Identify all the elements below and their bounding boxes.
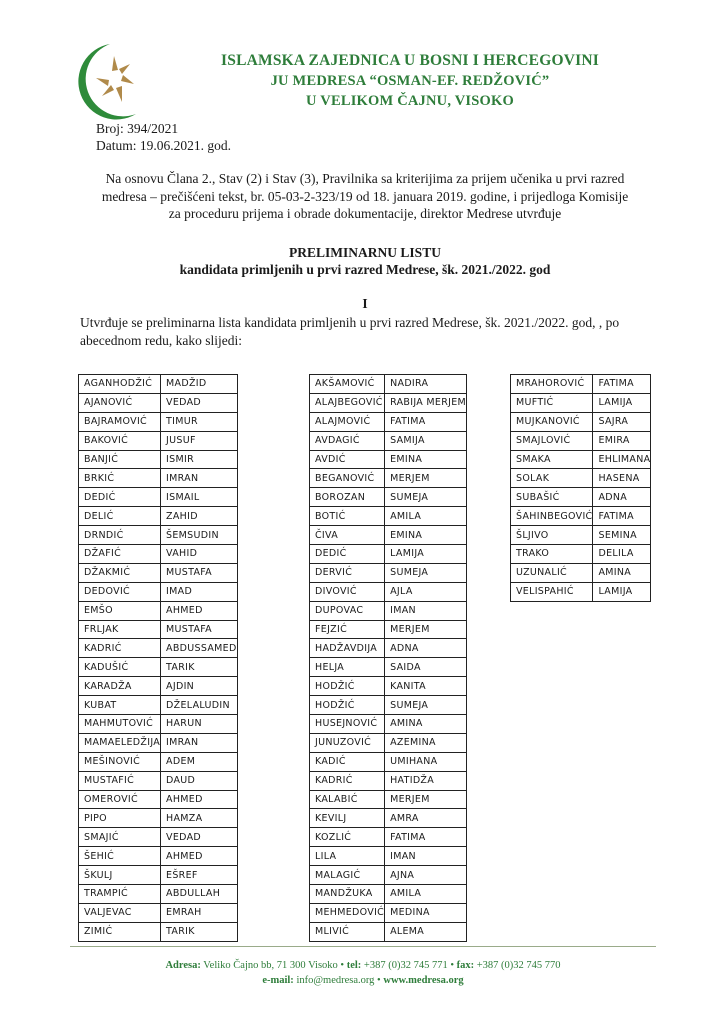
first-name-cell: LAMIJA — [385, 545, 467, 564]
surname-cell: ZIMIĆ — [79, 922, 161, 941]
table-row — [511, 469, 651, 488]
surname-cell: ŠEHIĆ — [79, 847, 161, 866]
table-row — [79, 922, 238, 941]
surname-cell: MEHMEDOVIĆ — [310, 903, 385, 922]
surname-cell: HODŽIĆ — [310, 696, 385, 715]
table-row — [310, 563, 467, 582]
document-date: Datum: 19.06.2021. god. — [96, 138, 231, 153]
surname-cell: DERVIĆ — [310, 563, 385, 582]
first-name-cell: HATIDŽA — [385, 771, 467, 790]
candidate-table-1 — [78, 374, 238, 942]
surname-cell: MALAGIĆ — [310, 866, 385, 885]
table-row — [310, 809, 467, 828]
table-row — [79, 375, 238, 394]
table-row — [79, 507, 238, 526]
first-name-cell: VEDAD — [161, 828, 238, 847]
first-name-cell: AMINA — [385, 715, 467, 734]
first-name-cell: AMINA — [593, 563, 651, 582]
intro-line: medresa – prečišćeni tekst, br. 05-03-2-323/19 od 18. januara 2019. godine, i prijedloga Komisije — [101, 188, 629, 204]
first-name-cell: EMRAH — [161, 903, 238, 922]
table-row — [310, 847, 467, 866]
org-name: ISLAMSKA ZAJEDNICA U BOSNI I HERCEGOVINI — [221, 52, 599, 69]
surname-cell: FRLJAK — [79, 620, 161, 639]
table-row — [79, 412, 238, 431]
table-row — [79, 828, 238, 847]
first-name-cell: ABDUSSAMED — [161, 639, 238, 658]
candidate-table-2 — [309, 374, 467, 942]
table-row — [310, 866, 467, 885]
first-name-cell: FATIMA — [593, 375, 651, 394]
table-row — [79, 771, 238, 790]
table-row — [79, 885, 238, 904]
first-name-cell: AJLA — [385, 582, 467, 601]
table-row — [310, 507, 467, 526]
table-row — [511, 507, 651, 526]
table-row — [79, 431, 238, 450]
first-name-cell: MUSTAFA — [161, 620, 238, 639]
website-link[interactable]: www.medresa.org — [383, 975, 464, 986]
surname-cell: LILA — [310, 847, 385, 866]
table-row — [310, 582, 467, 601]
first-name-cell: EMINA — [385, 450, 467, 469]
first-name-cell: TARIK — [161, 658, 238, 677]
first-name-cell: EŠREF — [161, 866, 238, 885]
document-title — [80, 244, 650, 278]
first-name-cell: ALEMA — [385, 922, 467, 941]
first-name-cell: MERJEM — [385, 620, 467, 639]
first-name-cell: VAHID — [161, 545, 238, 564]
surname-cell: DEDIĆ — [310, 545, 385, 564]
surname-cell: DEDIĆ — [79, 488, 161, 507]
first-name-cell: MERJEM — [385, 469, 467, 488]
table-row — [310, 771, 467, 790]
intro-paragraph — [80, 170, 650, 223]
surname-cell: VALJEVAC — [79, 903, 161, 922]
section-numeral: I — [362, 296, 368, 311]
first-name-cell: IMAN — [385, 601, 467, 620]
first-name-cell: IMAN — [385, 847, 467, 866]
fax-label: fax: — [456, 960, 475, 971]
statement-line: abecednom redu, kako slijedi: — [80, 333, 242, 348]
email-label: e-mail: — [262, 975, 294, 986]
surname-cell: AGANHODŽIĆ — [79, 375, 161, 394]
table-row — [310, 715, 467, 734]
surname-cell: AVDIĆ — [310, 450, 385, 469]
surname-cell: ALAJBEGOVIĆ — [310, 393, 385, 412]
table-row — [79, 526, 238, 545]
surname-cell: BEGANOVIĆ — [310, 469, 385, 488]
table-row — [79, 563, 238, 582]
surname-cell: MUJKANOVIĆ — [511, 412, 593, 431]
first-name-cell: NADIRA — [385, 375, 467, 394]
table-row — [511, 431, 651, 450]
tel-label: tel: — [346, 960, 362, 971]
table-row — [79, 545, 238, 564]
telephone: +387 (0)32 745 771 • — [361, 960, 457, 971]
table-row — [310, 752, 467, 771]
surname-cell: MUFTIĆ — [511, 393, 593, 412]
table-row — [79, 733, 238, 752]
first-name-cell: EMIRA — [593, 431, 651, 450]
table-row — [79, 601, 238, 620]
school-name: JU MEDRESA “OSMAN-EF. REDŽOVIĆ” — [270, 73, 550, 89]
organization-header — [170, 52, 650, 113]
surname-cell: MANDŽUKA — [310, 885, 385, 904]
footer-line-1 — [70, 958, 656, 973]
surname-cell: DŽAFIĆ — [79, 545, 161, 564]
table-row — [79, 658, 238, 677]
first-name-cell: IMAD — [161, 582, 238, 601]
surname-cell: AKŠAMOVIĆ — [310, 375, 385, 394]
surname-cell: OMEROVIĆ — [79, 790, 161, 809]
surname-cell: SUBAŠIĆ — [511, 488, 593, 507]
first-name-cell: SAMIJA — [385, 431, 467, 450]
surname-cell: SOLAK — [511, 469, 593, 488]
first-name-cell: TIMUR — [161, 412, 238, 431]
surname-cell: HELJA — [310, 658, 385, 677]
first-name-cell: AHMED — [161, 847, 238, 866]
first-name-cell: ADNA — [385, 639, 467, 658]
first-name-cell: AMILA — [385, 507, 467, 526]
surname-cell: ŠAHINBEGOVIĆ — [511, 507, 593, 526]
statement-line: Utvrđuje se preliminarna lista kandidata primljenih u prvi razred Medrese, šk. 2021./2022. god, , po — [80, 315, 620, 330]
footer-line-2 — [70, 973, 656, 988]
first-name-cell: ZAHID — [161, 507, 238, 526]
first-name-cell: FATIMA — [385, 412, 467, 431]
footer-divider — [70, 946, 656, 947]
first-name-cell: KANITA — [385, 677, 467, 696]
surname-cell: KADUŠIĆ — [79, 658, 161, 677]
intro-line: Na osnovu Člana 2., Stav (2) i Stav (3), Pravilnika sa kriterijima za prijem učenika u prvi razred — [105, 171, 625, 186]
surname-cell: KALABIĆ — [310, 790, 385, 809]
first-name-cell: IMRAN — [161, 469, 238, 488]
first-name-cell: IMRAN — [161, 733, 238, 752]
subtitle-line: kandidata primljenih u prvi razred Medrese, šk. 2021./2022. god — [179, 262, 551, 277]
table-row — [511, 582, 651, 601]
first-name-cell: AHMED — [161, 790, 238, 809]
surname-cell: MAMAELEDŽIJA — [79, 733, 161, 752]
first-name-cell: AMRA — [385, 809, 467, 828]
address: Veliko Čajno bb, 71 300 Visoko • — [200, 960, 347, 971]
section-statement — [80, 314, 655, 350]
table-row — [310, 922, 467, 941]
surname-cell: DUPOVAC — [310, 601, 385, 620]
surname-cell: ALAJMOVIĆ — [310, 412, 385, 431]
first-name-cell: EMINA — [385, 526, 467, 545]
table-row — [511, 450, 651, 469]
table-row — [310, 488, 467, 507]
surname-cell: DŽAKMIĆ — [79, 563, 161, 582]
surname-cell: AJANOVIĆ — [79, 393, 161, 412]
table-row — [310, 790, 467, 809]
first-name-cell: HARUN — [161, 715, 238, 734]
first-name-cell: MUSTAFA — [161, 563, 238, 582]
first-name-cell: ISMAIL — [161, 488, 238, 507]
first-name-cell: AHMED — [161, 601, 238, 620]
first-name-cell: SAIDA — [385, 658, 467, 677]
surname-cell: BRKIĆ — [79, 469, 161, 488]
table-row — [79, 620, 238, 639]
first-name-cell: HAMZA — [161, 809, 238, 828]
surname-cell: UZUNALIĆ — [511, 563, 593, 582]
table-row — [79, 393, 238, 412]
table-row — [310, 885, 467, 904]
fax: +387 (0)32 745 770 — [474, 960, 561, 971]
surname-cell: BOROZAN — [310, 488, 385, 507]
first-name-cell: LAMIJA — [593, 582, 651, 601]
surname-cell: KADIĆ — [310, 752, 385, 771]
document-meta — [96, 120, 231, 154]
table-row — [79, 488, 238, 507]
first-name-cell: SUMEJA — [385, 563, 467, 582]
surname-cell: TRAKO — [511, 545, 593, 564]
surname-cell: DEDOVIĆ — [79, 582, 161, 601]
surname-cell: BOTIĆ — [310, 507, 385, 526]
table-row — [310, 696, 467, 715]
first-name-cell: DELILA — [593, 545, 651, 564]
table-row — [79, 903, 238, 922]
surname-cell: ŠLJIVO — [511, 526, 593, 545]
first-name-cell: FATIMA — [593, 507, 651, 526]
first-name-cell: UMIHANA — [385, 752, 467, 771]
surname-cell: BAKOVIĆ — [79, 431, 161, 450]
table-row — [79, 450, 238, 469]
surname-cell: MRAHOROVIĆ — [511, 375, 593, 394]
document-number: Broj: 394/2021 — [96, 121, 179, 136]
first-name-cell: RABIJA MERJEM — [385, 393, 467, 412]
first-name-cell: AZEMINA — [385, 733, 467, 752]
first-name-cell: SAJRA — [593, 412, 651, 431]
table-row — [79, 469, 238, 488]
first-name-cell: ŠEMSUDIN — [161, 526, 238, 545]
surname-cell: VELISPAHIĆ — [511, 582, 593, 601]
address-label: Adresa: — [165, 960, 201, 971]
surname-cell: PIPO — [79, 809, 161, 828]
surname-cell: MLIVIĆ — [310, 922, 385, 941]
table-row — [79, 715, 238, 734]
first-name-cell: EHLIMANA — [593, 450, 651, 469]
first-name-cell: TARIK — [161, 922, 238, 941]
surname-cell: JUNUZOVIĆ — [310, 733, 385, 752]
crescent-star-logo-icon — [64, 40, 156, 120]
table-row — [310, 375, 467, 394]
table-row — [310, 526, 467, 545]
surname-cell: ŠKULJ — [79, 866, 161, 885]
first-name-cell: SUMEJA — [385, 488, 467, 507]
surname-cell: TRAMPIĆ — [79, 885, 161, 904]
first-name-cell: JUSUF — [161, 431, 238, 450]
table-row — [511, 412, 651, 431]
table-row — [310, 412, 467, 431]
table-row — [310, 677, 467, 696]
candidate-table-3 — [510, 374, 651, 602]
table-row — [79, 847, 238, 866]
surname-cell: SMAJLOVIĆ — [511, 431, 593, 450]
title-line: PRELIMINARNU LISTU — [289, 245, 441, 260]
email-link[interactable]: info@medresa.org • — [293, 975, 384, 986]
table-row — [511, 488, 651, 507]
surname-cell: HADŽAVDIJA — [310, 639, 385, 658]
first-name-cell: MERJEM — [385, 790, 467, 809]
table-row — [79, 790, 238, 809]
surname-cell: ČIVA — [310, 526, 385, 545]
surname-cell: BAJRAMOVIĆ — [79, 412, 161, 431]
table-row — [310, 828, 467, 847]
table-row — [79, 582, 238, 601]
first-name-cell: ADEM — [161, 752, 238, 771]
table-row — [310, 545, 467, 564]
table-row — [310, 733, 467, 752]
table-row — [511, 563, 651, 582]
first-name-cell: FATIMA — [385, 828, 467, 847]
first-name-cell: ADNA — [593, 488, 651, 507]
table-row — [511, 526, 651, 545]
surname-cell: KADRIĆ — [310, 771, 385, 790]
surname-cell: MEŠINOVIĆ — [79, 752, 161, 771]
school-location: U VELIKOM ČAJNU, VISOKO — [306, 93, 514, 109]
surname-cell: DRNDIĆ — [79, 526, 161, 545]
surname-cell: EMŠO — [79, 601, 161, 620]
table-row — [310, 601, 467, 620]
table-row — [310, 658, 467, 677]
surname-cell: KUBAT — [79, 696, 161, 715]
table-row — [511, 393, 651, 412]
surname-cell: HUSEJNOVIĆ — [310, 715, 385, 734]
first-name-cell: MEDINA — [385, 903, 467, 922]
first-name-cell: VEDAD — [161, 393, 238, 412]
table-row — [310, 620, 467, 639]
first-name-cell: DAUD — [161, 771, 238, 790]
table-row — [79, 866, 238, 885]
table-row — [310, 639, 467, 658]
intro-line: za proceduru prijema i obrade dokumentacije, direktor Medrese utvrđuje — [168, 206, 562, 221]
surname-cell: DIVOVIĆ — [310, 582, 385, 601]
surname-cell: MUSTAFIĆ — [79, 771, 161, 790]
footer — [70, 958, 656, 988]
table-row — [511, 545, 651, 564]
surname-cell: KADRIĆ — [79, 639, 161, 658]
surname-cell: FEJZIĆ — [310, 620, 385, 639]
first-name-cell: DŽELALUDIN — [161, 696, 238, 715]
table-row — [310, 450, 467, 469]
table-row — [79, 639, 238, 658]
first-name-cell: SEMINA — [593, 526, 651, 545]
first-name-cell: HASENA — [593, 469, 651, 488]
table-row — [310, 393, 467, 412]
first-name-cell: ABDULLAH — [161, 885, 238, 904]
first-name-cell: MADŽID — [161, 375, 238, 394]
first-name-cell: LAMIJA — [593, 393, 651, 412]
surname-cell: SMAKA — [511, 450, 593, 469]
table-row — [79, 809, 238, 828]
table-row — [79, 752, 238, 771]
surname-cell: AVDAGIĆ — [310, 431, 385, 450]
table-row — [310, 431, 467, 450]
first-name-cell: AMILA — [385, 885, 467, 904]
surname-cell: KARADŽA — [79, 677, 161, 696]
first-name-cell: SUMEJA — [385, 696, 467, 715]
table-row — [310, 903, 467, 922]
table-row — [79, 696, 238, 715]
surname-cell: SMAJIĆ — [79, 828, 161, 847]
first-name-cell: AJDIN — [161, 677, 238, 696]
surname-cell: KOZLIĆ — [310, 828, 385, 847]
surname-cell: MAHMUTOVIĆ — [79, 715, 161, 734]
surname-cell: DELIĆ — [79, 507, 161, 526]
first-name-cell: AJNA — [385, 866, 467, 885]
table-row — [79, 677, 238, 696]
surname-cell: BANJIĆ — [79, 450, 161, 469]
table-row — [511, 375, 651, 394]
surname-cell: KEVILJ — [310, 809, 385, 828]
surname-cell: HODŽIĆ — [310, 677, 385, 696]
first-name-cell: ISMIR — [161, 450, 238, 469]
table-row — [310, 469, 467, 488]
